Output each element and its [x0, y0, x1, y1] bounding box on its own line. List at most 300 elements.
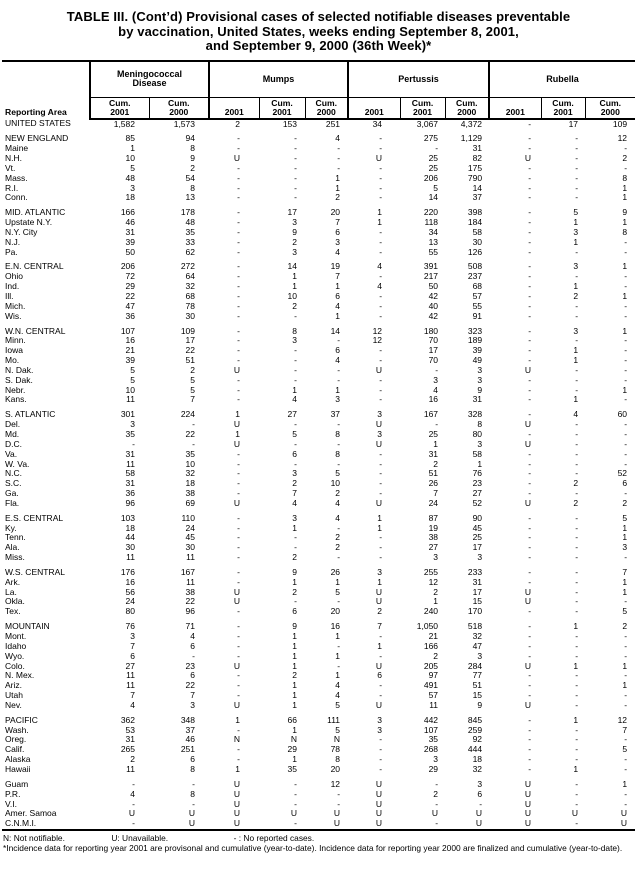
value-cell: 2: [190, 163, 195, 173]
value-cell: N: [290, 735, 297, 745]
value-cell: 12: [372, 336, 383, 346]
value-cell: -: [379, 292, 383, 301]
value-cell: -: [528, 567, 532, 577]
value-cell: -: [528, 513, 532, 523]
value-cell: 16: [330, 622, 341, 632]
value-cell: -: [237, 725, 240, 735]
value-cell: 22: [185, 597, 195, 607]
value-cell: 3: [130, 183, 135, 193]
value-cell: 4: [190, 632, 195, 641]
value-cell: 1: [622, 292, 628, 301]
value-cell: 8: [335, 449, 341, 459]
value-cell: -: [435, 365, 439, 375]
value-cell: -: [575, 553, 579, 563]
value-cell: 7: [335, 272, 341, 282]
value-cell: 362: [120, 715, 135, 725]
value-cell: 31: [125, 227, 135, 237]
value-cell: U: [620, 819, 628, 829]
value-cell: 1: [292, 282, 297, 292]
area-cell: N. Mex.: [5, 671, 35, 681]
area-cell: PACIFIC: [5, 715, 38, 725]
value-cell: 11: [186, 553, 195, 563]
value-cell: -: [528, 395, 532, 405]
value-cell: -: [132, 819, 135, 829]
value-cell: -: [528, 469, 532, 479]
value-cell: 50: [125, 247, 135, 257]
value-cell: -: [337, 375, 341, 385]
value-cell: 39: [125, 356, 135, 366]
value-cell: -: [528, 764, 532, 774]
value-cell: 45: [472, 523, 483, 533]
value-cell: -: [575, 439, 579, 449]
table-row: [2, 420, 635, 430]
area-cell: S.C.: [5, 479, 22, 489]
value-cell: -: [294, 779, 297, 789]
value-cell: 348: [180, 715, 195, 725]
value-cell: -: [575, 651, 579, 661]
value-cell: 2: [130, 755, 135, 765]
value-cell: 1: [377, 218, 383, 228]
group-header-rubella: [489, 61, 635, 98]
table-row: [2, 119, 635, 130]
value-cell: 1: [292, 272, 297, 282]
area-cell: Ohio: [5, 272, 23, 282]
value-cell: -: [528, 227, 532, 237]
value-cell: -: [237, 237, 240, 247]
value-cell: 6: [335, 292, 341, 301]
value-cell: 11: [126, 395, 135, 405]
value-cell: -: [237, 282, 240, 292]
value-cell: 4: [292, 498, 297, 508]
value-cell: 6: [130, 651, 135, 661]
value-cell: 1: [622, 779, 628, 789]
value-cell: 1: [573, 622, 579, 632]
table-body: [2, 119, 635, 831]
area-cell: Ark.: [5, 577, 21, 587]
value-cell: -: [528, 183, 532, 193]
area-cell: Fla.: [5, 498, 20, 508]
table-row: [2, 460, 635, 470]
value-cell: -: [528, 208, 532, 218]
value-cell: -: [379, 395, 383, 405]
value-cell: -: [237, 218, 240, 228]
value-cell: 27: [472, 489, 483, 499]
value-cell: 11: [186, 577, 195, 587]
value-cell: 16: [428, 395, 439, 405]
value-cell: 31: [125, 449, 135, 459]
value-cell: 22: [185, 346, 195, 356]
value-cell: 13: [428, 237, 439, 247]
value-cell: 2: [622, 498, 628, 508]
page-title: [0, 10, 637, 54]
value-cell: U: [524, 789, 532, 799]
value-cell: 15: [472, 691, 483, 701]
value-cell: -: [528, 523, 532, 533]
value-cell: -: [294, 154, 297, 164]
value-cell: 8: [622, 173, 628, 183]
value-cell: 178: [180, 208, 195, 218]
value-cell: -: [528, 163, 532, 173]
value-cell: -: [237, 395, 240, 405]
value-cell: -: [575, 247, 579, 257]
table-row: [2, 208, 635, 218]
value-cell: 17: [472, 543, 483, 553]
value-cell: 3,067: [416, 118, 439, 129]
value-cell: 1: [292, 700, 297, 710]
value-cell: -: [528, 577, 532, 587]
value-cell: 55: [472, 301, 483, 311]
value-cell: 12: [428, 577, 439, 587]
value-cell: 13: [185, 193, 195, 203]
value-cell: 38: [185, 489, 195, 499]
value-cell: 4: [130, 789, 135, 799]
area-cell: S. ATLANTIC: [5, 410, 56, 420]
value-cell: -: [575, 779, 579, 789]
value-cell: -: [379, 489, 383, 499]
value-cell: 1: [292, 641, 297, 651]
value-cell: 4: [335, 134, 341, 144]
title-line-1: TABLE III. (Cont’d) Provisional cases of selected notifiable diseases preventable: [66, 9, 571, 24]
value-cell: 23: [472, 479, 483, 489]
table-row: [2, 302, 635, 312]
value-cell: 1: [573, 282, 579, 292]
value-cell: 35: [428, 735, 439, 745]
value-cell: 18: [185, 479, 195, 489]
value-cell: -: [379, 469, 383, 479]
table-row: [2, 272, 635, 282]
value-cell: 1: [622, 193, 628, 203]
value-cell: -: [624, 420, 628, 430]
value-cell: 175: [467, 163, 483, 173]
value-cell: 508: [467, 262, 483, 272]
value-cell: 268: [423, 745, 439, 755]
value-cell: 4: [433, 385, 439, 395]
area-cell: W. Va.: [5, 459, 30, 469]
value-cell: 7: [622, 725, 628, 735]
value-cell: -: [337, 597, 341, 607]
value-cell: 5: [622, 513, 628, 523]
table-row: [2, 642, 635, 652]
value-cell: -: [337, 144, 341, 154]
value-cell: 11: [126, 764, 135, 774]
value-cell: 8: [335, 755, 341, 765]
value-cell: -: [379, 459, 383, 469]
value-cell: 10: [330, 479, 341, 489]
value-cell: 2: [433, 459, 439, 469]
value-cell: 16: [125, 336, 135, 346]
title-line-2: by vaccination, United States, weeks ending September 8, 2001,: [118, 23, 519, 39]
value-cell: U: [188, 819, 195, 829]
value-cell: 3: [292, 336, 297, 346]
value-cell: 1: [292, 651, 297, 661]
value-cell: 118: [424, 218, 439, 228]
area-cell: P.R.: [5, 789, 21, 799]
value-cell: -: [575, 641, 579, 651]
value-cell: -: [337, 420, 341, 430]
value-cell: -: [294, 819, 297, 829]
value-cell: -: [575, 819, 579, 829]
value-cell: 176: [120, 567, 135, 577]
value-cell: -: [575, 789, 579, 799]
table-row: [2, 430, 635, 440]
value-cell: -: [528, 745, 532, 755]
table-row: [2, 499, 635, 509]
value-cell: 5: [433, 183, 439, 193]
value-cell: 24: [428, 498, 439, 508]
value-cell: -: [237, 292, 240, 301]
value-cell: -: [237, 346, 240, 356]
table-row: [2, 489, 635, 499]
value-cell: -: [624, 632, 628, 641]
table-row: [2, 701, 635, 711]
value-cell: -: [337, 336, 341, 346]
value-cell: 7: [190, 395, 195, 405]
area-cell: Nev.: [5, 700, 22, 710]
value-cell: 57: [428, 691, 439, 701]
value-cell: -: [379, 385, 383, 395]
value-cell: 38: [185, 587, 195, 597]
value-cell: 4: [335, 681, 341, 691]
value-cell: -: [237, 183, 240, 193]
value-cell: -: [624, 272, 628, 282]
value-cell: 22: [185, 429, 195, 439]
value-cell: 2: [292, 587, 297, 597]
value-cell: -: [379, 632, 383, 641]
value-cell: -: [237, 356, 240, 366]
value-cell: -: [237, 489, 240, 499]
value-cell: -: [379, 533, 383, 543]
value-cell: 1: [377, 523, 383, 533]
area-cell: Vt.: [5, 163, 16, 173]
value-cell: -: [337, 154, 341, 164]
value-cell: 12: [617, 715, 628, 725]
value-cell: 1: [292, 681, 297, 691]
area-cell: E.N. CENTRAL: [5, 262, 64, 272]
value-cell: 328: [467, 410, 483, 420]
value-cell: -: [192, 651, 195, 661]
value-cell: 1: [622, 587, 628, 597]
area-cell: Idaho: [5, 641, 27, 651]
value-cell: 3: [292, 513, 297, 523]
table-row: [2, 228, 635, 238]
value-cell: 32: [185, 469, 195, 479]
table-row: [2, 144, 635, 154]
value-cell: 167: [423, 410, 439, 420]
value-cell: 19: [428, 523, 439, 533]
value-cell: 3: [477, 651, 483, 661]
value-cell: 2: [573, 292, 579, 301]
value-cell: -: [528, 311, 532, 321]
column-header-cum-2001: Cum. 2001: [400, 98, 445, 119]
value-cell: 7: [130, 691, 135, 701]
group-header-meningococcal-disease: [90, 61, 209, 98]
value-cell: U: [375, 597, 383, 607]
value-cell: 1,573: [173, 118, 195, 129]
value-cell: -: [624, 336, 628, 346]
value-cell: -: [528, 292, 532, 301]
value-cell: -: [528, 247, 532, 257]
column-header-cum-2000: Cum. 2000: [585, 98, 635, 119]
value-cell: 38: [428, 533, 439, 543]
value-cell: -: [575, 272, 579, 282]
value-cell: -: [237, 375, 240, 385]
table-row: [2, 248, 635, 258]
value-cell: 206: [120, 262, 135, 272]
table-row: [2, 356, 635, 366]
value-cell: 265: [120, 745, 135, 755]
value-cell: U: [524, 779, 532, 789]
value-cell: 4: [573, 410, 579, 420]
value-cell: -: [575, 193, 579, 203]
value-cell: 64: [185, 272, 195, 282]
table-row: [2, 543, 635, 553]
area-cell: S. Dak.: [5, 375, 33, 385]
value-cell: -: [575, 459, 579, 469]
value-cell: -: [379, 272, 383, 282]
area-cell: MOUNTAIN: [5, 622, 50, 632]
value-cell: 1: [622, 523, 628, 533]
value-cell: 4: [377, 282, 383, 292]
value-cell: -: [575, 681, 579, 691]
legend-not-notifiable: N: Not notifiable.: [3, 833, 65, 844]
value-cell: -: [528, 193, 532, 203]
footnotes: [3, 834, 633, 854]
value-cell: 62: [185, 247, 195, 257]
value-cell: -: [237, 607, 240, 617]
value-cell: 2: [573, 479, 579, 489]
value-cell: -: [575, 301, 579, 311]
value-cell: -: [575, 311, 579, 321]
disease-table: [2, 60, 635, 832]
value-cell: U: [188, 809, 195, 819]
table-row: [2, 765, 635, 775]
value-cell: 96: [125, 498, 135, 508]
value-cell: -: [435, 420, 439, 430]
value-cell: U: [233, 498, 240, 508]
table-row: [2, 440, 635, 450]
value-cell: 1: [573, 395, 579, 405]
value-cell: 58: [472, 449, 483, 459]
value-cell: 1: [335, 385, 341, 395]
value-cell: 1: [292, 385, 297, 395]
value-cell: 60: [617, 410, 628, 420]
value-cell: 53: [125, 725, 135, 735]
value-cell: 1: [622, 577, 628, 587]
value-cell: 1,129: [460, 134, 483, 144]
value-cell: -: [624, 247, 628, 257]
value-cell: 40: [428, 301, 439, 311]
value-cell: U: [524, 154, 532, 164]
value-cell: 3: [573, 227, 579, 237]
value-cell: -: [237, 385, 240, 395]
value-cell: U: [233, 154, 240, 164]
value-cell: U: [524, 819, 532, 829]
value-cell: -: [337, 459, 341, 469]
value-cell: -: [337, 439, 341, 449]
value-cell: 42: [428, 311, 439, 321]
value-cell: -: [294, 597, 297, 607]
table-row: [2, 568, 635, 578]
value-cell: U: [524, 420, 532, 430]
area-cell: Ind.: [5, 282, 20, 292]
value-cell: 2: [622, 154, 628, 164]
value-cell: U: [233, 779, 240, 789]
value-cell: 34: [428, 227, 439, 237]
value-cell: 3: [292, 218, 297, 228]
value-cell: 25: [472, 533, 483, 543]
area-cell: Okla.: [5, 597, 25, 607]
value-cell: -: [624, 449, 628, 459]
value-cell: -: [528, 346, 532, 356]
value-cell: 4: [335, 513, 341, 523]
table-row: [2, 780, 635, 790]
value-cell: 3: [130, 420, 135, 430]
table-row: [2, 622, 635, 632]
value-cell: -: [528, 385, 532, 395]
value-cell: -: [435, 799, 439, 809]
value-cell: -: [575, 587, 579, 597]
value-cell: 1: [235, 764, 240, 774]
value-cell: U: [233, 700, 240, 710]
value-cell: 7: [292, 489, 297, 499]
area-cell: D.C.: [5, 439, 22, 449]
area-cell: N.J.: [5, 237, 21, 247]
area-cell: Mich.: [5, 301, 26, 311]
legend-unavailable: U: Unavailable.: [111, 833, 169, 844]
value-cell: 39: [472, 346, 483, 356]
value-cell: 3: [292, 469, 297, 479]
value-cell: 2: [335, 533, 341, 543]
area-cell: Minn.: [5, 336, 26, 346]
value-cell: -: [528, 375, 532, 385]
value-cell: 111: [327, 715, 341, 725]
value-cell: 2: [335, 489, 341, 499]
value-cell: 3: [130, 632, 135, 641]
value-cell: -: [379, 163, 383, 173]
value-cell: -: [624, 282, 628, 292]
value-cell: 11: [126, 681, 135, 691]
table-row: [2, 366, 635, 376]
value-cell: U: [524, 587, 532, 597]
value-cell: -: [575, 163, 579, 173]
value-cell: -: [528, 301, 532, 311]
value-cell: -: [237, 208, 240, 218]
value-cell: -: [624, 641, 628, 651]
table-row: [2, 597, 635, 607]
value-cell: 68: [472, 282, 483, 292]
value-cell: U: [375, 819, 383, 829]
value-cell: -: [237, 163, 240, 173]
value-cell: -: [435, 819, 439, 829]
value-cell: -: [294, 163, 297, 173]
value-cell: -: [237, 755, 240, 765]
value-cell: -: [379, 375, 383, 385]
value-cell: 6: [292, 449, 297, 459]
value-cell: -: [575, 671, 579, 681]
value-cell: 7: [190, 691, 195, 701]
value-cell: 11: [126, 459, 135, 469]
area-cell: C.N.M.I.: [5, 819, 37, 829]
value-cell: 77: [472, 671, 483, 681]
value-cell: -: [337, 553, 341, 563]
value-cell: 31: [125, 479, 135, 489]
value-cell: -: [379, 543, 383, 553]
value-cell: 30: [472, 237, 483, 247]
value-cell: 17: [568, 118, 579, 129]
value-cell: 3: [622, 543, 628, 553]
value-cell: 4: [130, 700, 135, 710]
value-cell: U: [233, 819, 240, 829]
